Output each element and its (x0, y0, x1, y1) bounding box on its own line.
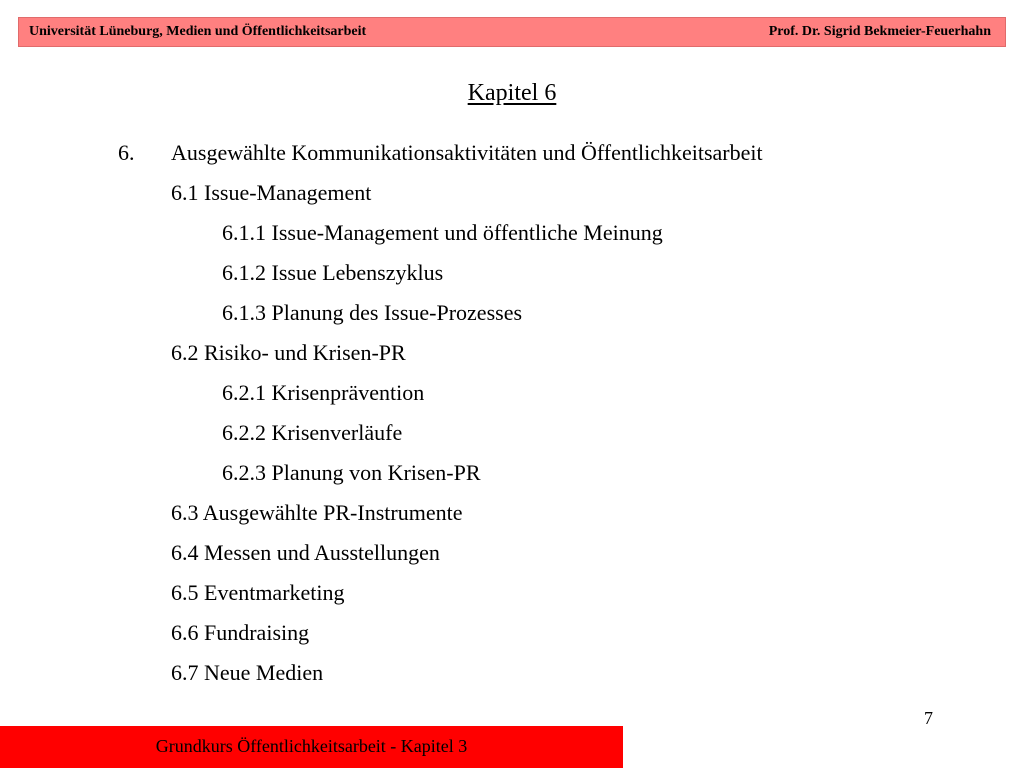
outline-item: 6.4 Messen und Ausstellungen (171, 540, 440, 565)
chapter-number: 6. (118, 140, 135, 165)
page-number: 7 (924, 708, 933, 728)
outline-item: 6.2 Risiko- und Krisen-PR (171, 340, 406, 365)
outline-item: 6.2.3 Planung von Krisen-PR (222, 460, 481, 485)
outline-item: 6.1.3 Planung des Issue-Prozesses (222, 300, 523, 325)
outline-item: 6.5 Eventmarketing (171, 580, 345, 605)
slide-title: Kapitel 6 (467, 80, 557, 106)
footer-bar (0, 726, 623, 768)
outline-item: 6.2.1 Krisenprävention (222, 380, 425, 405)
footer-course-label: Grundkurs Öffentlichkeitsarbeit - Kapitel 3 (155, 736, 468, 756)
outline-item: 6.6 Fundraising (171, 620, 310, 645)
outline-item: 6.7 Neue Medien (171, 660, 324, 685)
outline-item: 6.1.2 Issue Lebenszyklus (222, 260, 444, 285)
header-author: Prof. Dr. Sigrid Bekmeier-Feuerhahn (768, 24, 991, 39)
header-institution: Universität Lüneburg, Medien und Öffentlichkeitsarbeit (29, 24, 367, 39)
outline-item: 6.1 Issue-Management (171, 180, 372, 205)
outline-item: 6.2.2 Krisenverläufe (222, 420, 403, 445)
chapter-heading: Ausgewählte Kommunikationsaktivitäten und Öffentlichkeitsarbeit (171, 140, 763, 165)
outline-item: 6.1.1 Issue-Management und öffentliche Meinung (222, 220, 663, 245)
outline-item: 6.3 Ausgewählte PR-Instrumente (171, 500, 463, 525)
